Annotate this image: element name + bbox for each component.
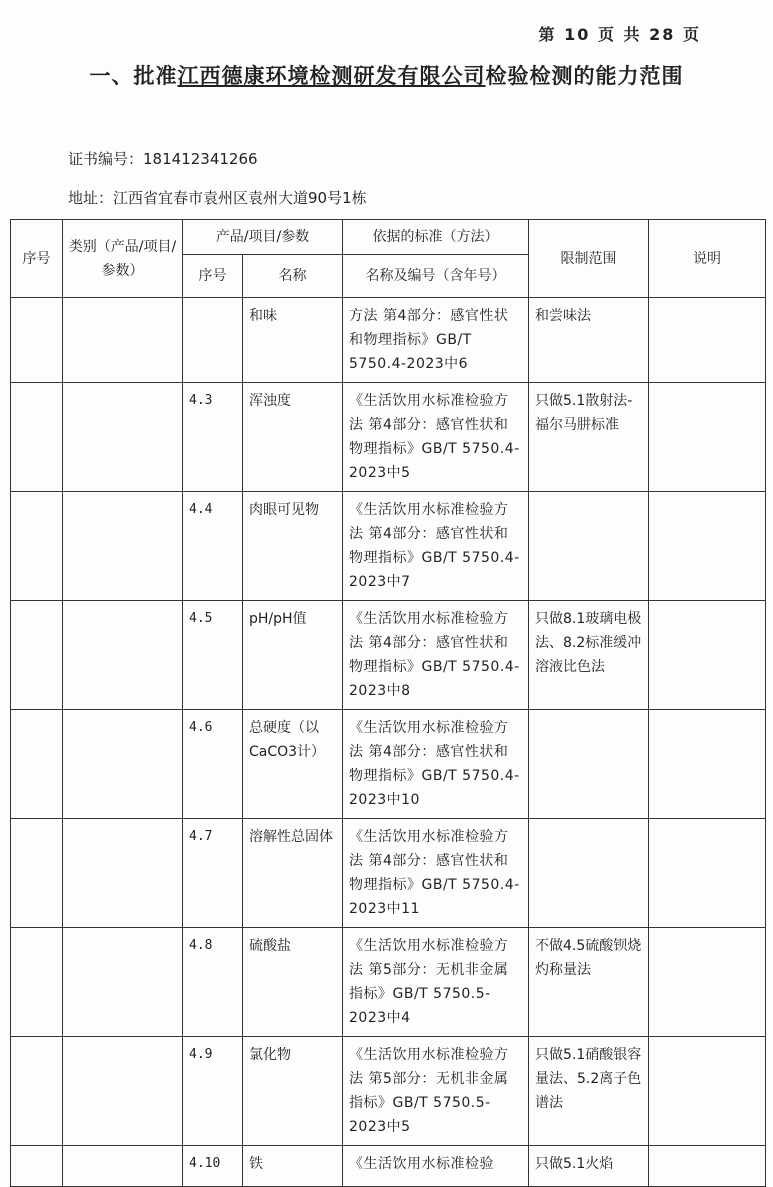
header-product-group: 产品/项目/参数 bbox=[183, 220, 343, 255]
row-note bbox=[649, 601, 766, 710]
row-category bbox=[63, 819, 183, 928]
row-seq bbox=[11, 819, 63, 928]
row-limit: 只做5.1硝酸银容量法、5.2离子色谱法 bbox=[529, 1037, 649, 1146]
current-page: 10 bbox=[564, 25, 591, 44]
row-name: 氯化物 bbox=[243, 1037, 343, 1146]
header-limit: 限制范围 bbox=[529, 220, 649, 298]
row-seq bbox=[11, 601, 63, 710]
row-limit: 和尝味法 bbox=[529, 298, 649, 383]
row-note bbox=[649, 383, 766, 492]
row-category bbox=[63, 1146, 183, 1187]
capability-scope-table bbox=[10, 219, 766, 1187]
row-no: 4.3 bbox=[183, 383, 243, 492]
row-no: 4.5 bbox=[183, 601, 243, 710]
row-name: 肉眼可见物 bbox=[243, 492, 343, 601]
row-seq bbox=[11, 710, 63, 819]
row-no: 4.9 bbox=[183, 1037, 243, 1146]
row-standard: 《生活饮用水标准检验方法 第4部分：感官性状和物理指标》GB/T 5750.4-2023中7 bbox=[343, 492, 529, 601]
row-no: 4.10 bbox=[183, 1146, 243, 1187]
certificate-number bbox=[68, 148, 258, 169]
row-name: 硫酸盐 bbox=[243, 928, 343, 1037]
certificate-label: 证书编号： bbox=[68, 150, 144, 168]
row-name: 浑浊度 bbox=[243, 383, 343, 492]
row-seq bbox=[11, 928, 63, 1037]
row-note bbox=[649, 298, 766, 383]
row-limit bbox=[529, 492, 649, 601]
organization-name: 江西德康环境检测研发有限公司 bbox=[177, 64, 486, 88]
row-standard: 《生活饮用水标准检验方法 第4部分：感官性状和物理指标》GB/T 5750.4-2023中8 bbox=[343, 601, 529, 710]
row-name: 总硬度（以CaCO3计） bbox=[243, 710, 343, 819]
row-note bbox=[649, 1037, 766, 1146]
row-no bbox=[183, 298, 243, 383]
row-note bbox=[649, 819, 766, 928]
address-label: 地址： bbox=[68, 189, 114, 207]
row-limit: 只做5.1散射法-福尔马肼标准 bbox=[529, 383, 649, 492]
row-category bbox=[63, 601, 183, 710]
row-no: 4.7 bbox=[183, 819, 243, 928]
row-standard: 方法 第4部分：感官性状和物理指标》GB/T 5750.4-2023中6 bbox=[343, 298, 529, 383]
row-category bbox=[63, 1037, 183, 1146]
row-category bbox=[63, 383, 183, 492]
row-standard: 《生活饮用水标准检验方法 第4部分：感官性状和物理指标》GB/T 5750.4-2023中10 bbox=[343, 710, 529, 819]
title-prefix: 一、批准 bbox=[89, 64, 178, 88]
table-row bbox=[11, 928, 766, 1037]
header-name: 名称 bbox=[243, 255, 343, 298]
header-category: 类别（产品/项目/参数） bbox=[63, 220, 183, 298]
header-seq: 序号 bbox=[11, 220, 63, 298]
row-category bbox=[63, 710, 183, 819]
row-category bbox=[63, 928, 183, 1037]
table-row bbox=[11, 298, 766, 383]
row-name: pH/pH值 bbox=[243, 601, 343, 710]
row-standard: 《生活饮用水标准检验方法 第4部分：感官性状和物理指标》GB/T 5750.4-2023中11 bbox=[343, 819, 529, 928]
row-limit bbox=[529, 710, 649, 819]
table-row bbox=[11, 601, 766, 710]
address bbox=[68, 187, 367, 208]
table-row bbox=[11, 1146, 766, 1187]
row-seq bbox=[11, 1037, 63, 1146]
certificate-value: 181412341266 bbox=[143, 150, 258, 168]
row-category bbox=[63, 492, 183, 601]
table-row bbox=[11, 1037, 766, 1146]
row-seq bbox=[11, 492, 63, 601]
row-note bbox=[649, 710, 766, 819]
row-standard: 《生活饮用水标准检验 bbox=[343, 1146, 529, 1187]
row-category bbox=[63, 298, 183, 383]
header-standard-group: 依据的标准（方法） bbox=[343, 220, 529, 255]
row-limit: 只做8.1玻璃电极法、8.2标准缓冲溶液比色法 bbox=[529, 601, 649, 710]
row-note bbox=[649, 492, 766, 601]
row-limit: 只做5.1火焰 bbox=[529, 1146, 649, 1187]
row-name: 铁 bbox=[243, 1146, 343, 1187]
row-seq bbox=[11, 298, 63, 383]
table-row bbox=[11, 710, 766, 819]
address-value: 江西省宜春市袁州区袁州大道90号1栋 bbox=[113, 189, 367, 207]
row-no: 4.6 bbox=[183, 710, 243, 819]
row-standard: 《生活饮用水标准检验方法 第5部分：无机非金属指标》GB/T 5750.5-2023中4 bbox=[343, 928, 529, 1037]
row-limit bbox=[529, 819, 649, 928]
row-standard: 《生活饮用水标准检验方法 第5部分：无机非金属指标》GB/T 5750.5-2023中5 bbox=[343, 1037, 529, 1146]
row-seq bbox=[11, 1146, 63, 1187]
header-sub-seq: 序号 bbox=[183, 255, 243, 298]
table-row bbox=[11, 492, 766, 601]
row-no: 4.4 bbox=[183, 492, 243, 601]
title-suffix: 检验检测的能力范围 bbox=[485, 64, 684, 88]
table-row bbox=[11, 383, 766, 492]
row-standard: 《生活饮用水标准检验方法 第4部分：感官性状和物理指标》GB/T 5750.4-2023中5 bbox=[343, 383, 529, 492]
table-row bbox=[11, 819, 766, 928]
row-name: 溶解性总固体 bbox=[243, 819, 343, 928]
document-title bbox=[0, 60, 773, 90]
row-name: 和味 bbox=[243, 298, 343, 383]
row-no: 4.8 bbox=[183, 928, 243, 1037]
row-seq bbox=[11, 383, 63, 492]
total-pages: 28 bbox=[649, 25, 676, 44]
row-note bbox=[649, 928, 766, 1037]
row-note bbox=[649, 1146, 766, 1187]
header-standard-sub: 名称及编号（含年号） bbox=[343, 255, 529, 298]
header-note: 说明 bbox=[649, 220, 766, 298]
page-number: 第 10 页 共 28 页 bbox=[538, 25, 701, 44]
row-limit: 不做4.5硫酸钡烧灼称量法 bbox=[529, 928, 649, 1037]
